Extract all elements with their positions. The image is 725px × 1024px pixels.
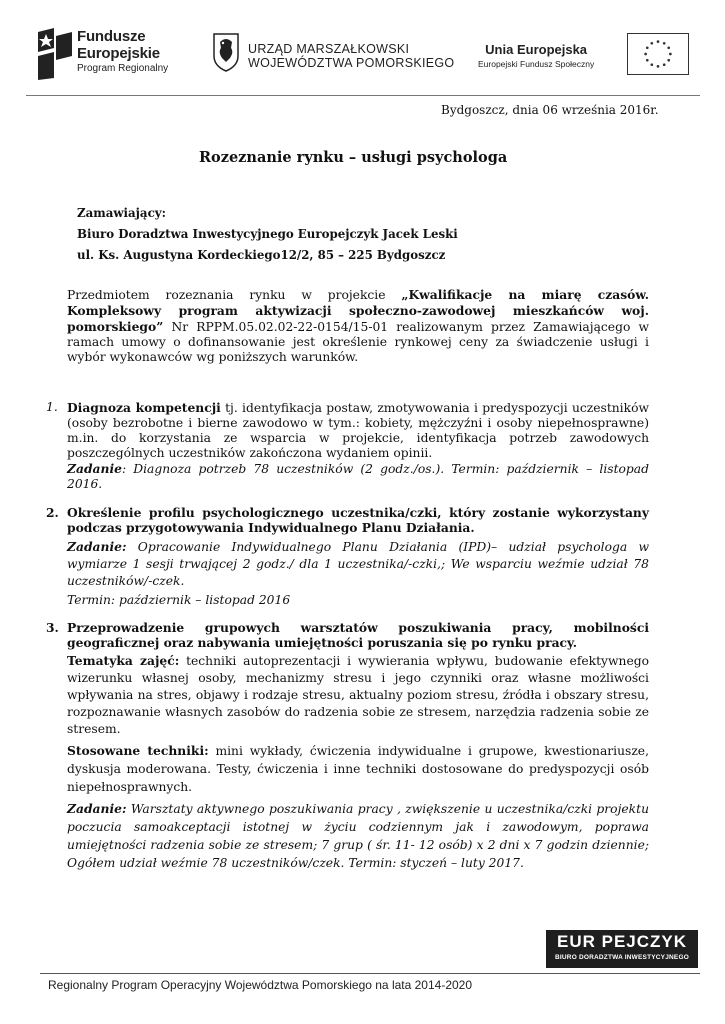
fundusze-europejskie-logo-icon: [34, 26, 74, 80]
eu-star-icon: [650, 42, 653, 45]
section-1-task-label: Zadanie: [67, 461, 122, 476]
section-1-number: 1.: [46, 400, 58, 414]
eu-star-icon: [667, 59, 670, 62]
section-2: [67, 505, 649, 608]
section-2-term: Termin: październik – listopad 2016: [67, 593, 291, 607]
europejczyk-logo: [546, 930, 698, 968]
pomorskie-coat-of-arms-icon: [212, 32, 240, 72]
project-name: „Kwalifikacje na miarę czasów. Kompleksowy program aktywizacji społeczno-zawodowej mieszkańców woj. pomorskiego”: [67, 287, 649, 334]
europejczyk-logo-sub: BIURO DORADZTWA INWESTYCYJNEGO: [555, 954, 689, 961]
um-line1: URZĄD MARSZAŁKOWSKI: [248, 42, 410, 56]
eu-star-icon: [657, 65, 660, 68]
section-2-heading: Określenie profilu psychologicznego uczestnika/czki, który zostanie wykorzystany podczas przygotowywania Indywidualnego Planu Działania.: [67, 505, 649, 535]
fundusze-europejskie-text: [77, 28, 168, 76]
intro-pre: Przedmiotem rozeznania rynku w projekcie: [67, 288, 402, 302]
fe-line2: Europejskie: [77, 45, 160, 62]
eu-star-icon: [663, 42, 666, 45]
eu-star-icon: [667, 46, 670, 49]
section-3-techniques-label: Stosowane techniki:: [67, 743, 209, 758]
section-3-topics-text: techniki autoprezentacji i wywierania wpływu, budowanie efektywnego wizerunku własnej osoby, mechanizmy stresu i jego czynniki oraz własne możliwości wpływania na stres, objawy i rodzaje stresu, aktualny poziom stresu, źródła i obszary stresu, rozpoznawanie własnych zasobów do radzenia sobie ze stresem, narzędzia radzenia sobie ze stresem.: [67, 654, 650, 736]
europejczyk-logo-main: EUR PEJCZYK: [556, 932, 688, 951]
section-3-task-text: Warsztaty aktywnego poszukiwania pracy , zwiększenie u uczestnika/czki projektu poczucia samoakceptacji istotnej w życiu codziennym jak i zawodowym, poprawa umiejętności radzenia sobie ze stresem; 7 grup ( śr. 11- 12 osób) x 2 dni x 7 godzin dziennie; Ogółem udział weźmie 78 uczestników/czek. Termin: styczeń – luty 2017.: [67, 802, 649, 870]
eu-star-icon: [650, 63, 653, 66]
ue-line2: Europejski Fundusz Społeczny: [478, 59, 595, 69]
section-3-topics: [67, 652, 649, 738]
section-3-task-label: Zadanie:: [67, 801, 127, 816]
client-block: [77, 203, 458, 266]
intro-post: Nr RPPM.05.02.02-22-0154/15-01 realizowanym przez Zamawiającego w ramach umowy o dofinansowanie jest określenie rynkowej ceny za świadczenie usługi i wybór wykonawców wg poniższych warunków.: [67, 320, 649, 364]
header-divider: [26, 95, 700, 96]
section-1: [67, 400, 649, 492]
section-3-techniques: [67, 742, 649, 796]
fe-line1: Fundusze: [77, 28, 146, 45]
section-3-techniques-text: mini wykłady, ćwiczenia indywidualne i grupowe, kwestionariusze, dyskusja moderowana. Testy, ćwiczenia i inne techniki dostosowane do predyspozycji osób niepełnosprawnych.: [67, 744, 649, 794]
um-line2: WOJEWÓDZTWA POMORSKIEGO: [248, 56, 455, 70]
eu-star-icon: [669, 53, 672, 56]
section-2-task: [67, 538, 649, 590]
client-label: Zamawiający:: [77, 206, 166, 220]
section-2-task-label: Zadanie:: [67, 539, 127, 554]
document-date: Bydgoszcz, dnia 06 września 2016r.: [441, 103, 659, 117]
section-3-heading: Przeprowadzenie grupowych warsztatów poszukiwania pracy, mobilności geograficznej oraz nabywania umiejętności poruszania się po rynku pracy.: [67, 620, 649, 650]
unia-europejska-text: [478, 42, 594, 70]
eu-flag-icon: [627, 33, 689, 75]
client-name: Biuro Doradztwa Inwestycyjnego Europejczyk Jacek Leski: [77, 227, 458, 241]
section-1-text: tj. identyfikacja postaw, zmotywowania i predyspozycji uczestników (osoby bezrobotne i bierne zawodowo w tym.: kobiety, mężczyźni i osoby niepełnosprawne) m.in. do korzystania ze wsparcia w projekcie, identyfikacja potrzeb zawodowych poszczególnych uczestników zakończona wydaniem opinii.: [67, 401, 649, 460]
section-3-task: [67, 800, 649, 872]
footer-text: Regionalny Program Operacyjny Województwa Pomorskiego na lata 2014-2020: [48, 978, 473, 992]
section-2-task-text: Opracowanie Indywidualnego Planu Działania (IPD)– udział psychologa w wymiarze 1 sesji trwającej 2 godz./ dla 1 uczestnika/-czki,; We wsparciu weźmie udział 78 uczestników/-czek.: [67, 540, 649, 588]
page-header: [0, 0, 725, 100]
fe-line3: Program Regionalny: [77, 63, 169, 74]
document-title: Rozeznanie rynku – usługi psychologa: [199, 149, 508, 166]
section-3-topics-label: Tematyka zajęć:: [67, 653, 180, 668]
eu-star-icon: [644, 53, 647, 56]
eu-star-icon: [646, 59, 649, 62]
urzad-marszalkowski-text: [248, 42, 454, 70]
ue-line1: Unia Europejska: [485, 42, 588, 57]
eu-star-icon: [646, 46, 649, 49]
section-3: [67, 620, 649, 872]
intro-paragraph: [67, 287, 649, 365]
section-2-number: 2.: [46, 505, 59, 520]
eu-star-icon: [663, 63, 666, 66]
section-1-task-text: : Diagnoza potrzeb 78 uczestników (2 godz./os.). Termin: październik – listopad 2016.: [67, 462, 649, 491]
footer-divider: [40, 973, 700, 974]
eu-star-icon: [657, 40, 660, 43]
section-1-heading: Diagnoza kompetencji: [67, 400, 221, 415]
client-address: ul. Ks. Augustyna Kordeckiego12/2, 85 – 225 Bydgoszcz: [77, 248, 446, 262]
section-3-number: 3.: [46, 620, 59, 635]
